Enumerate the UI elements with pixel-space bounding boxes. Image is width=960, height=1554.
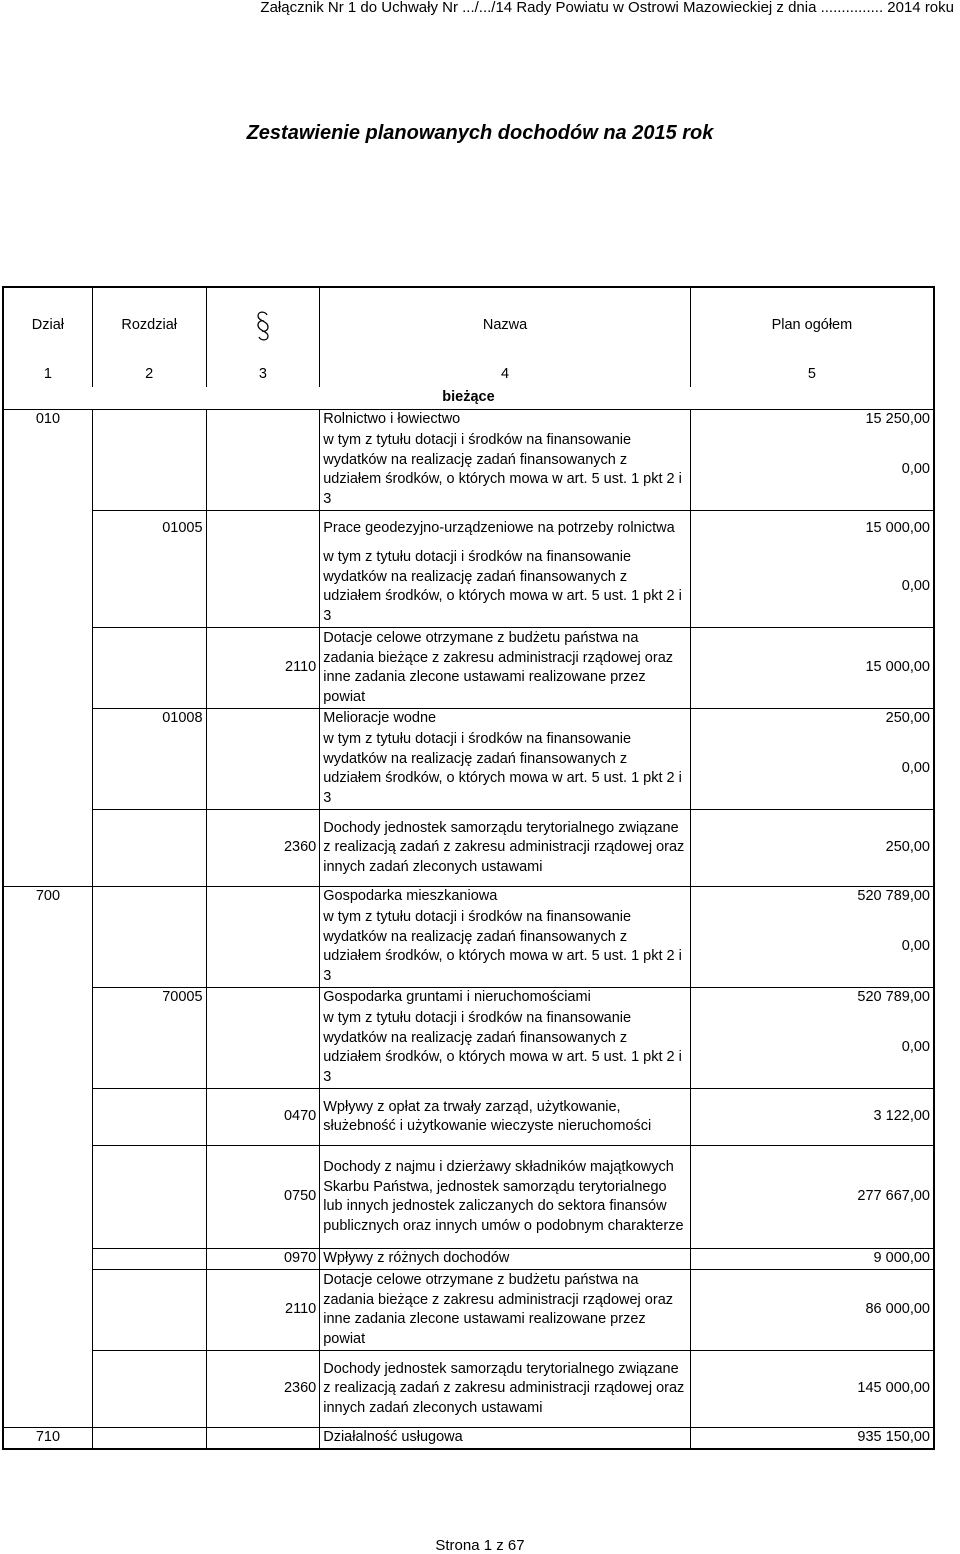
table-row (3, 810, 934, 887)
row-dzial (3, 1249, 92, 1270)
table-row (3, 729, 934, 810)
column-number: 5 (690, 363, 934, 387)
row-paragraf (206, 1008, 320, 1089)
table-row (3, 1270, 934, 1351)
row-dzial: 700 (3, 887, 92, 908)
row-dzial (3, 430, 92, 511)
row-dzial (3, 907, 92, 988)
table-row (3, 988, 934, 1009)
table-row (3, 1146, 934, 1249)
table-body (3, 410, 934, 1450)
column-number: 3 (206, 363, 320, 387)
row-paragraf: 2110 (206, 628, 320, 709)
row-plan: 0,00 (690, 729, 934, 810)
row-rozdzial: 70005 (92, 988, 206, 1009)
row-plan: 145 000,00 (690, 1351, 934, 1428)
row-paragraf (206, 547, 320, 628)
row-nazwa: Działalność usługowa (320, 1428, 691, 1450)
row-rozdzial (92, 1146, 206, 1249)
row-nazwa: Dotacje celowe otrzymane z budżetu państwa na zadania bieżące z zakresu administracji rządowej oraz inne zadania zlecone ustawami realizowane przez powiat (320, 628, 691, 709)
row-paragraf (206, 887, 320, 908)
row-paragraf: 0750 (206, 1146, 320, 1249)
row-rozdzial: 01005 (92, 511, 206, 548)
row-plan: 277 667,00 (690, 1146, 934, 1249)
header-rozdzial: Rozdział (92, 287, 206, 363)
row-rozdzial (92, 729, 206, 810)
table-row (3, 1089, 934, 1146)
table-row (3, 1249, 934, 1270)
row-dzial (3, 810, 92, 887)
row-nazwa: Dotacje celowe otrzymane z budżetu państwa na zadania bieżące z zakresu administracji rządowej oraz inne zadania zlecone ustawami realizowane przez powiat (320, 1270, 691, 1351)
row-paragraf (206, 410, 320, 431)
row-plan: 86 000,00 (690, 1270, 934, 1351)
row-nazwa: Dochody jednostek samorządu terytorialnego związane z realizacją zadań z zakresu administracji rządowej oraz innych zadań zleconych ustawami (320, 1351, 691, 1428)
row-plan: 935 150,00 (690, 1428, 934, 1450)
row-plan: 520 789,00 (690, 988, 934, 1009)
row-rozdzial (92, 1270, 206, 1351)
row-dzial (3, 1270, 92, 1351)
row-rozdzial (92, 410, 206, 431)
row-paragraf (206, 709, 320, 730)
table-row (3, 1428, 934, 1450)
row-paragraf: 2110 (206, 1270, 320, 1351)
table-row (3, 1351, 934, 1428)
page-number: Strona 1 z 67 (435, 1537, 525, 1554)
row-paragraf: 2360 (206, 1351, 320, 1428)
row-dzial (3, 709, 92, 730)
table-row (3, 547, 934, 628)
table-row (3, 1008, 934, 1089)
table-row (3, 709, 934, 730)
row-nazwa: w tym z tytułu dotacji i środków na finansowanie wydatków na realizację zadań finansowanych z udziałem środków, o których mowa w art. 5 ust. 1 pkt 2 i 3 (320, 1008, 691, 1089)
table-row (3, 907, 934, 988)
section-sign-icon (255, 310, 271, 342)
row-paragraf (206, 729, 320, 810)
table-row (3, 430, 934, 511)
row-paragraf (206, 1428, 320, 1450)
row-paragraf: 2360 (206, 810, 320, 887)
row-nazwa: Prace geodezyjno-urządzeniowe na potrzeby rolnictwa (320, 511, 691, 548)
row-dzial (3, 1351, 92, 1428)
row-nazwa: Dochody jednostek samorządu terytorialnego związane z realizacją zadań z zakresu administracji rządowej oraz innych zadań zleconych ustawami (320, 810, 691, 887)
row-plan: 250,00 (690, 709, 934, 730)
income-table (2, 286, 935, 1450)
column-number: 4 (320, 363, 691, 387)
header-paragraf (206, 287, 320, 363)
row-rozdzial (92, 547, 206, 628)
row-dzial (3, 1146, 92, 1249)
attachment-note: Załącznik Nr 1 do Uchwały Nr .../.../14 Rady Powiatu w Ostrowi Mazowieckiej z dnia ............... 2014 roku (260, 0, 954, 16)
table-row (3, 887, 934, 908)
row-rozdzial (92, 1089, 206, 1146)
row-rozdzial (92, 810, 206, 887)
row-dzial (3, 1008, 92, 1089)
row-paragraf (206, 511, 320, 548)
row-rozdzial (92, 887, 206, 908)
row-nazwa: w tym z tytułu dotacji i środków na finansowanie wydatków na realizację zadań finansowanych z udziałem środków, o których mowa w art. 5 ust. 1 pkt 2 i 3 (320, 729, 691, 810)
row-rozdzial (92, 628, 206, 709)
row-dzial (3, 1089, 92, 1146)
row-plan: 0,00 (690, 1008, 934, 1089)
row-nazwa: Wpływy z opłat za trwały zarząd, użytkowanie, służebność i użytkowanie wieczyste nieruchomości (320, 1089, 691, 1146)
column-numbers-row (3, 363, 934, 387)
row-plan: 9 000,00 (690, 1249, 934, 1270)
header-plan: Plan ogółem (690, 287, 934, 363)
row-paragraf (206, 907, 320, 988)
table-row (3, 628, 934, 709)
row-dzial (3, 628, 92, 709)
column-number: 2 (92, 363, 206, 387)
row-paragraf (206, 988, 320, 1009)
row-dzial (3, 988, 92, 1009)
row-plan: 0,00 (690, 547, 934, 628)
row-rozdzial (92, 1249, 206, 1270)
row-plan: 15 000,00 (690, 628, 934, 709)
header-nazwa: Nazwa (320, 287, 691, 363)
row-nazwa: w tym z tytułu dotacji i środków na finansowanie wydatków na realizację zadań finansowanych z udziałem środków, o których mowa w art. 5 ust. 1 pkt 2 i 3 (320, 430, 691, 511)
row-rozdzial (92, 1008, 206, 1089)
row-rozdzial (92, 1428, 206, 1450)
row-nazwa: Dochody z najmu i dzierżawy składników majątkowych Skarbu Państwa, jednostek samorządu terytorialnego lub innych jednostek zaliczanych do sektora finansów publicznych oraz innych umów o podobnym charakterze (320, 1146, 691, 1249)
row-nazwa: Melioracje wodne (320, 709, 691, 730)
row-nazwa: Wpływy z różnych dochodów (320, 1249, 691, 1270)
row-dzial (3, 511, 92, 548)
section-row (3, 387, 934, 410)
row-nazwa: Gospodarka gruntami i nieruchomościami (320, 988, 691, 1009)
table-row (3, 511, 934, 548)
row-paragraf (206, 430, 320, 511)
table-header-row (3, 287, 934, 363)
row-dzial: 710 (3, 1428, 92, 1450)
document-title: Zestawienie planowanych dochodów na 2015 rok (246, 122, 714, 144)
row-rozdzial (92, 430, 206, 511)
row-rozdzial: 01008 (92, 709, 206, 730)
row-paragraf: 0470 (206, 1089, 320, 1146)
row-dzial (3, 729, 92, 810)
row-rozdzial (92, 907, 206, 988)
row-nazwa: w tym z tytułu dotacji i środków na finansowanie wydatków na realizację zadań finansowanych z udziałem środków, o których mowa w art. 5 ust. 1 pkt 2 i 3 (320, 547, 691, 628)
row-plan: 250,00 (690, 810, 934, 887)
row-plan: 0,00 (690, 907, 934, 988)
header-dzial: Dział (3, 287, 92, 363)
row-plan: 520 789,00 (690, 887, 934, 908)
row-dzial (3, 547, 92, 628)
section-label: bieżące (3, 387, 934, 410)
row-plan: 15 000,00 (690, 511, 934, 548)
row-plan: 15 250,00 (690, 410, 934, 431)
row-dzial: 010 (3, 410, 92, 431)
row-paragraf: 0970 (206, 1249, 320, 1270)
row-nazwa: w tym z tytułu dotacji i środków na finansowanie wydatków na realizację zadań finansowanych z udziałem środków, o których mowa w art. 5 ust. 1 pkt 2 i 3 (320, 907, 691, 988)
row-rozdzial (92, 1351, 206, 1428)
table-row (3, 410, 934, 431)
row-nazwa: Rolnictwo i łowiectwo (320, 410, 691, 431)
row-nazwa: Gospodarka mieszkaniowa (320, 887, 691, 908)
row-plan: 0,00 (690, 430, 934, 511)
column-number: 1 (3, 363, 92, 387)
row-plan: 3 122,00 (690, 1089, 934, 1146)
